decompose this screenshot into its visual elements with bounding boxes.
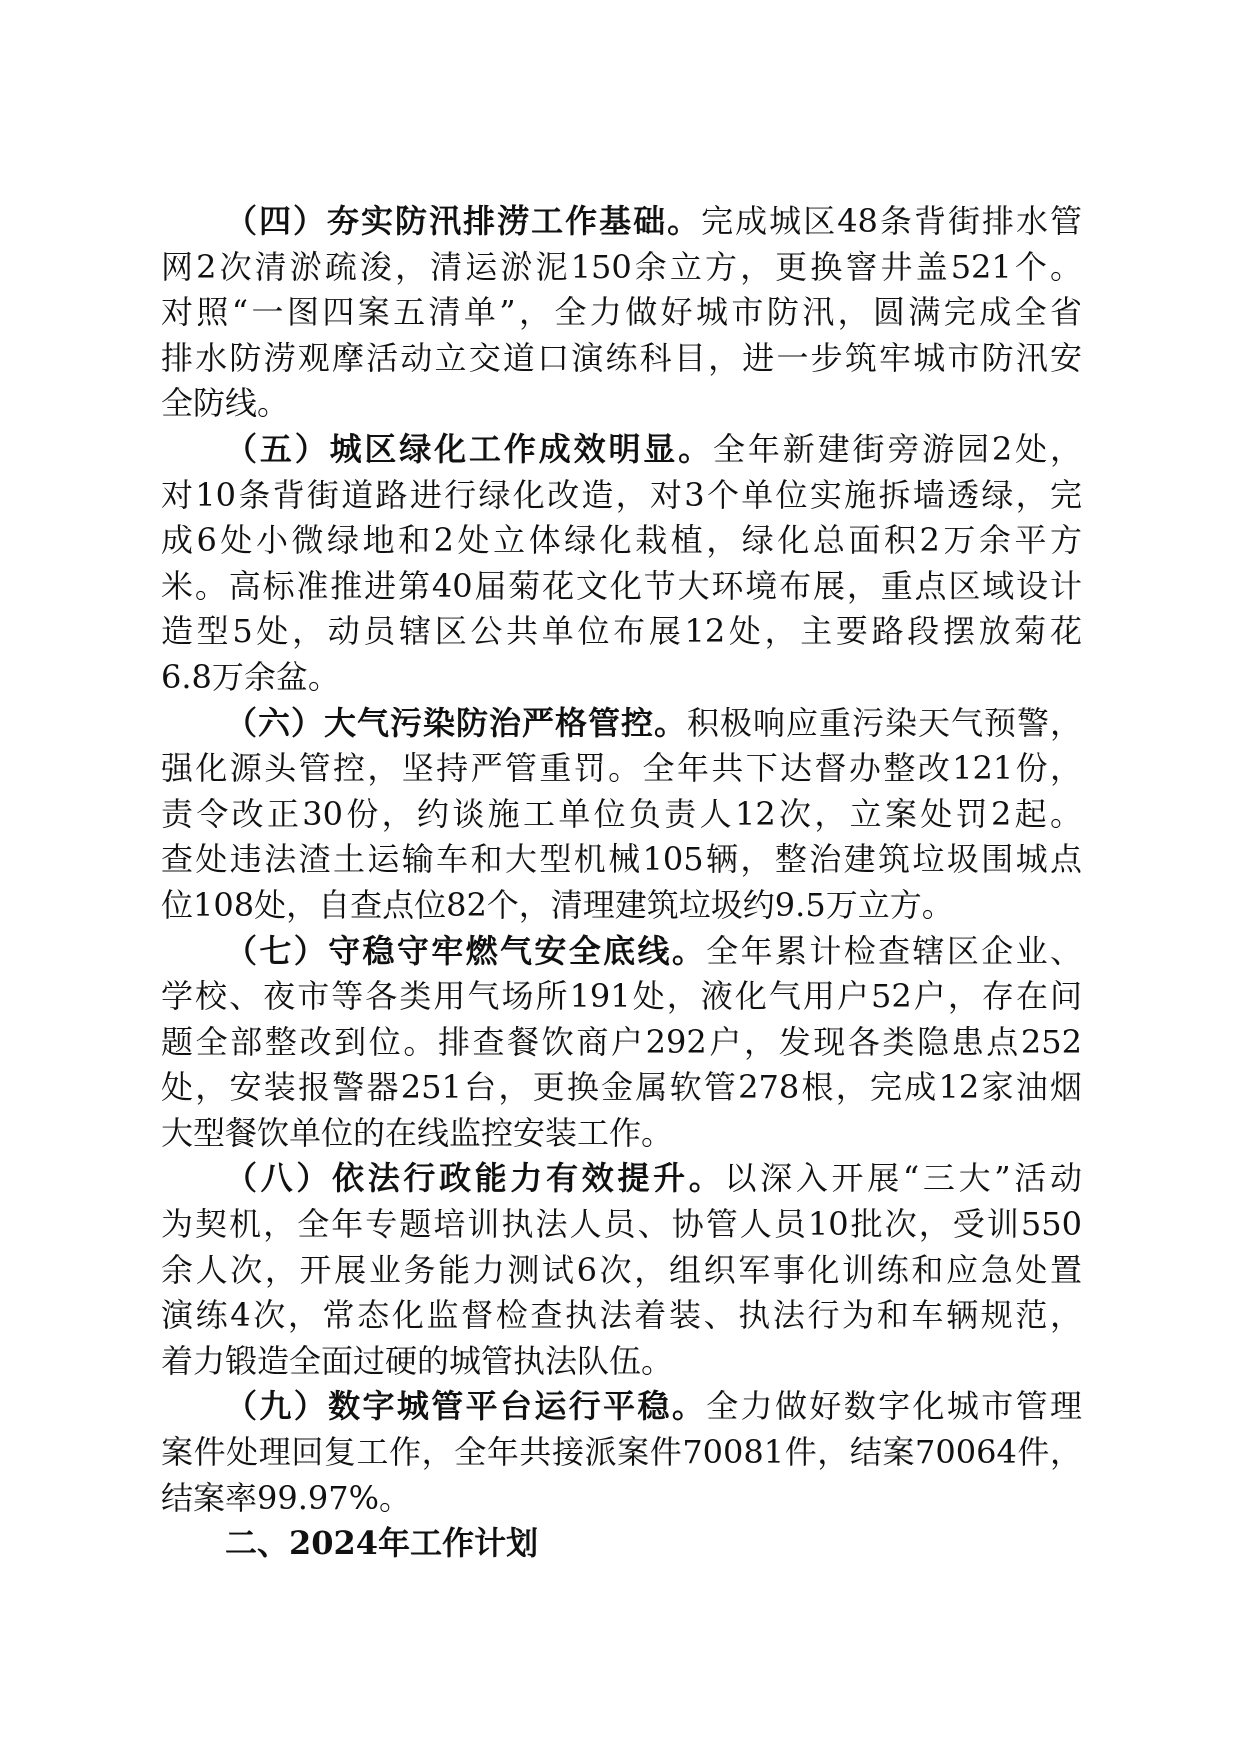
paragraph-title: （八）依法行政能力有效提升。 — [225, 1159, 725, 1198]
paragraph-text: 完成城区48条背街排水管 — [701, 202, 1082, 240]
paragraph-line: 位108处，自查点位82个，清理建筑垃圾约9.5万立方。 — [161, 885, 954, 924]
paragraph-line — [161, 701, 1082, 747]
paragraph-title: （四）夯实防汛排涝工作基础。 — [225, 202, 702, 240]
paragraph-line: 演练4次，常态化监督检查执法着装、执法行为和车辆规范， — [161, 1296, 1082, 1335]
paragraph-line: 学校、夜市等各类用气场所191处，液化气用户52户，存在问 — [161, 977, 1082, 1016]
paragraph-line: 全防线。 — [161, 384, 290, 423]
paragraph-line: 余人次，开展业务能力测试6次，组织军事化训练和应急处置 — [161, 1250, 1082, 1289]
paragraph-line: 题全部整改到位。排查餐饮商户292户，发现各类隐患点252 — [161, 1022, 1082, 1061]
paragraph-title: （七）守稳守牢燃气安全底线。 — [225, 931, 707, 970]
paragraph-line — [161, 1384, 1082, 1430]
paragraph-line: 对照“一图四案五清单”，全力做好城市防汛，圆满完成全省 — [161, 293, 1082, 332]
section-heading: 二、2024年工作计划 — [225, 1524, 539, 1563]
paragraph-line — [161, 427, 1082, 473]
paragraph-line: 查处违法渣土运输车和大型机械105辆，整治建筑垃圾围城点 — [161, 840, 1082, 879]
paragraph-line: 责令改正30份，约谈施工单位负责人12次，立案处罚2起。 — [161, 794, 1082, 833]
paragraph-line: 强化源头管控，坚持严管重罚。全年共下达督办整改121份， — [161, 749, 1082, 788]
paragraph-text: 全年累计检查辖区企业、 — [706, 931, 1082, 970]
paragraph-line: 对10条背街道路进行绿化改造，对3个单位实施拆墙透绿，完 — [161, 475, 1082, 514]
paragraph-line — [161, 199, 1082, 245]
paragraph-line: 案件处理回复工作，全年共接派案件70081件，结案70064件， — [161, 1433, 1082, 1472]
paragraph-line: 处，安装报警器251台，更换金属软管278根，完成12家油烟 — [161, 1068, 1082, 1107]
paragraph-title: （九）数字城管平台运行平稳。 — [225, 1387, 707, 1426]
paragraph-line: 大型餐饮单位的在线监控安装工作。 — [161, 1113, 674, 1152]
paragraph-line: 结案率99.97%。 — [161, 1478, 412, 1517]
paragraph-line: 米。高标准推进第40届菊花文化节大环境布展，重点区域设计 — [161, 566, 1082, 605]
paragraph-line — [161, 1156, 1082, 1202]
paragraph-text: 全力做好数字化城市管理 — [706, 1387, 1082, 1426]
paragraph-title: （六）大气污染防治严格管控。 — [225, 703, 687, 742]
paragraph-line: 为契机，全年专题培训执法人员、协管人员10批次，受训550 — [161, 1205, 1082, 1244]
document-body — [161, 199, 1082, 1567]
paragraph-line: 排水防涝观摩活动立交道口演练科目，进一步筑牢城市防汛安 — [161, 338, 1082, 377]
paragraph-line — [161, 929, 1082, 975]
paragraph-text: 全年新建街旁游园2处， — [713, 429, 1082, 468]
paragraph-line: 成6处小微绿地和2处立体绿化栽植，绿化总面积2万余平方 — [161, 521, 1082, 560]
paragraph-title: （五）城区绿化工作成效明显。 — [225, 429, 714, 468]
paragraph-line: 6.8万余盆。 — [161, 657, 340, 696]
paragraph-text: 以深入开展“三大”活动 — [724, 1159, 1082, 1198]
paragraph-line: 着力锻造全面过硬的城管执法队伍。 — [161, 1341, 674, 1380]
paragraph-text: 积极响应重污染天气预警， — [686, 703, 1082, 742]
paragraph-line: 造型5处，动员辖区公共单位布展12处，主要路段摆放菊花 — [161, 612, 1082, 651]
paragraph-line: 网2次清淤疏浚，清运淤泥150余立方，更换窨井盖521个。 — [161, 247, 1082, 286]
